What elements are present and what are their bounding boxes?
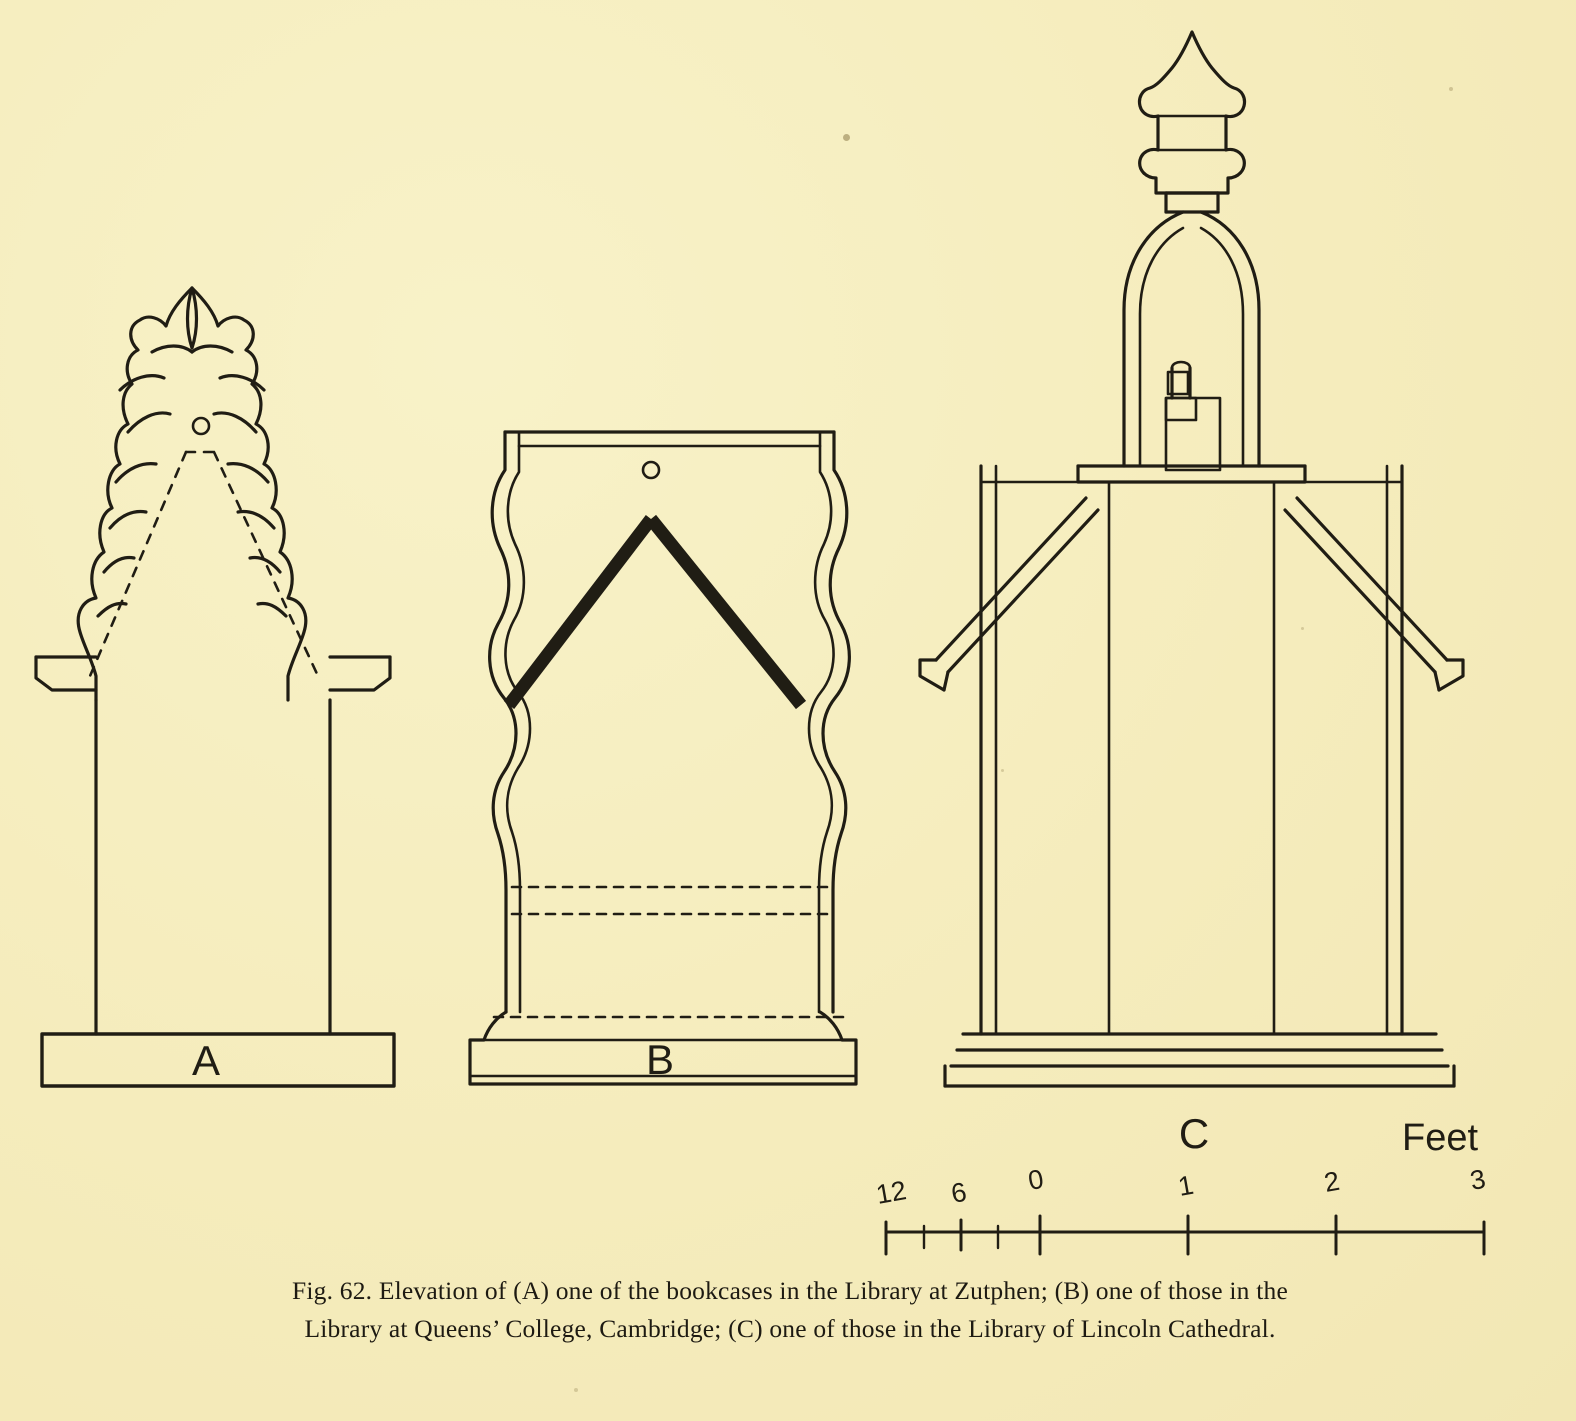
figure-caption — [60, 1272, 1520, 1349]
caption-line-1: Fig. 62. Elevation of (A) one of the bookcases in the Library at Zutphen; (B) one of those in the — [292, 1276, 1288, 1305]
figure-label-c: C — [1178, 1110, 1210, 1157]
svg-text:0: 0 — [1025, 1163, 1046, 1196]
svg-text:12: 12 — [873, 1175, 909, 1210]
caption-line-2: Library at Queens’ College, Cambridge; (C) one of those in the Library of Lincoln Cathedral. — [304, 1314, 1276, 1344]
bookcase-elevation-b — [470, 432, 856, 1084]
bookcase-elevation-c — [920, 32, 1463, 1086]
figure-label-a: A — [191, 1037, 221, 1084]
svg-text:2: 2 — [1321, 1165, 1342, 1198]
figure-label-b: B — [645, 1036, 675, 1083]
svg-text:6: 6 — [948, 1176, 969, 1209]
scale-tick-labels — [874, 1164, 1488, 1210]
bookcase-elevation-a — [36, 288, 394, 1086]
scale-unit-label: Feet — [1402, 1117, 1479, 1159]
svg-text:3: 3 — [1467, 1163, 1488, 1196]
scale-bar — [886, 1216, 1484, 1254]
svg-text:1: 1 — [1175, 1169, 1196, 1202]
